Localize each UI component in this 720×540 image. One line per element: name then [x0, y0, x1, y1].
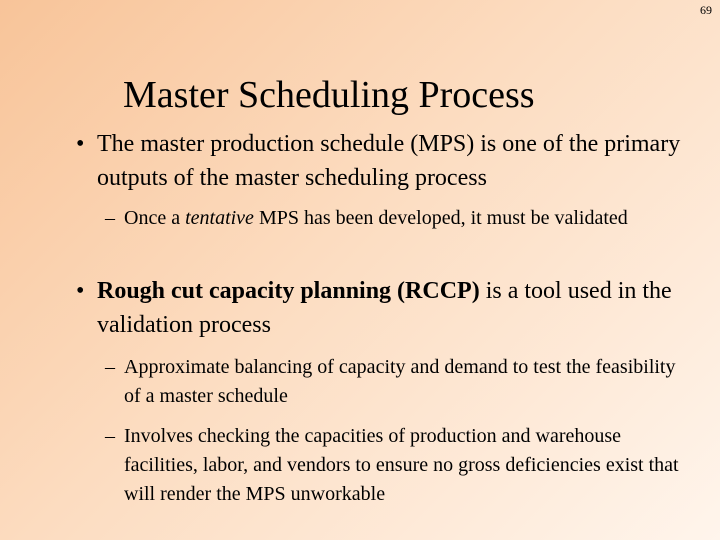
bullet-rccp	[76, 274, 697, 342]
sub-bullet-text-before: Once a	[124, 207, 186, 229]
sub-bullet-marker: –	[105, 207, 115, 229]
bullet-mps	[76, 127, 697, 195]
sub-bullet-checking	[105, 422, 694, 509]
sub-bullet-validation	[105, 204, 694, 233]
sub-bullet-balancing	[105, 353, 694, 411]
bullet-marker: •	[76, 131, 85, 157]
slide-title: Master Scheduling Process	[123, 74, 535, 116]
sub-bullet-balancing-text: Approximate balancing of capacity and demand to test the feasibility of a master schedule	[124, 356, 676, 407]
bullet-rccp-bold: Rough cut capacity planning (RCCP)	[97, 278, 480, 304]
sub-bullet-marker: –	[105, 356, 115, 378]
sub-bullet-text-after: MPS has been developed, it must be validated	[253, 207, 628, 229]
bullet-rccp-text: is a tool used in the validation process	[97, 278, 672, 338]
sub-bullet-marker: –	[105, 425, 115, 447]
sub-bullet-emphasis: tentative	[185, 207, 254, 229]
bullet-mps-text: The master production schedule (MPS) is one of the primary outputs of the master scheduling process	[97, 131, 681, 191]
bullet-marker: •	[76, 278, 85, 304]
sub-bullet-checking-text: Involves checking the capacities of production and warehouse facilities, labor, and vendors to ensure no gross deficiencies exist that will render the MPS unworkable	[124, 425, 679, 505]
slide-number: 69	[700, 3, 712, 17]
